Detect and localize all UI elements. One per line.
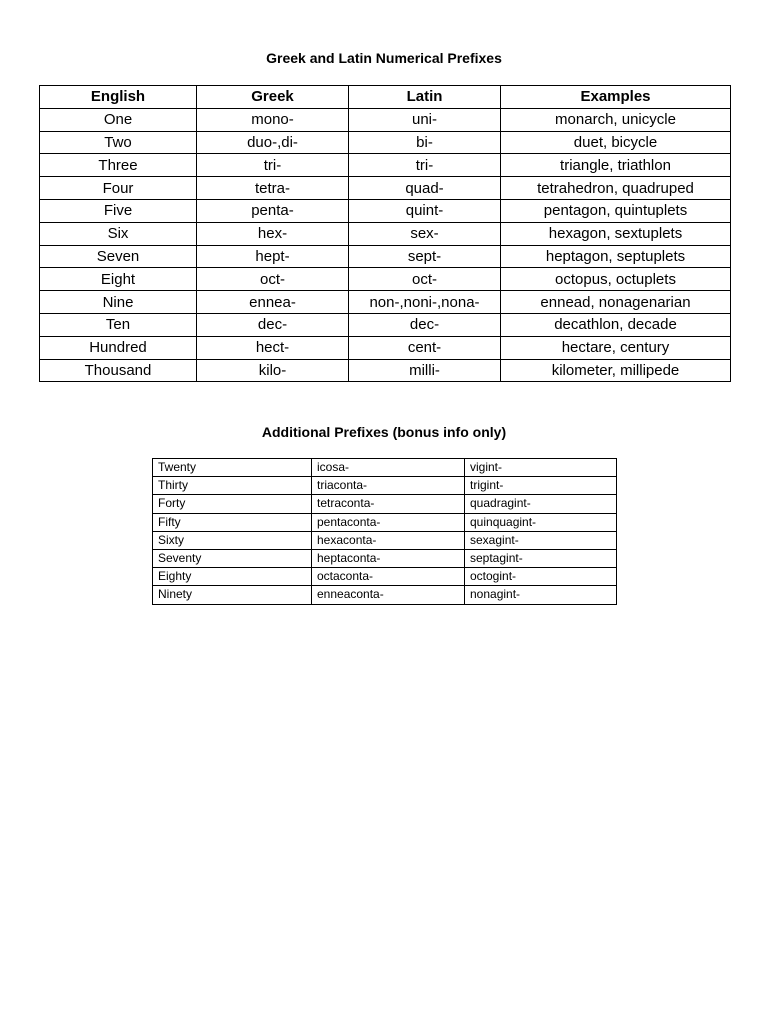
cell-latin: quad- <box>349 177 501 200</box>
table-row <box>40 313 731 336</box>
cell-number: Thirty <box>153 477 312 495</box>
cell-greek: dec- <box>197 313 349 336</box>
cell-latin: septagint- <box>465 549 617 567</box>
cell-latin: vigint- <box>465 459 617 477</box>
cell-latin: milli- <box>349 359 501 382</box>
cell-english: Two <box>40 131 197 154</box>
cell-greek: hexaconta- <box>312 531 465 549</box>
cell-english: Seven <box>40 245 197 268</box>
cell-greek: oct- <box>197 268 349 291</box>
additional-prefixes-table <box>152 458 617 605</box>
cell-number: Seventy <box>153 549 312 567</box>
cell-examples: monarch, unicycle <box>501 108 731 131</box>
table-row <box>40 131 731 154</box>
cell-english: Thousand <box>40 359 197 382</box>
cell-latin: dec- <box>349 313 501 336</box>
cell-greek: penta- <box>197 199 349 222</box>
cell-greek: hept- <box>197 245 349 268</box>
header-greek: Greek <box>197 86 349 109</box>
cell-greek: heptaconta- <box>312 549 465 567</box>
table-row <box>153 477 617 495</box>
cell-examples: pentagon, quintuplets <box>501 199 731 222</box>
cell-examples: hexagon, sextuplets <box>501 222 731 245</box>
table-row <box>153 495 617 513</box>
table-row <box>40 245 731 268</box>
cell-examples: decathlon, decade <box>501 313 731 336</box>
cell-greek: tri- <box>197 154 349 177</box>
cell-greek: hect- <box>197 336 349 359</box>
cell-english: Five <box>40 199 197 222</box>
table-row <box>153 531 617 549</box>
cell-latin: uni- <box>349 108 501 131</box>
table-row <box>40 291 731 314</box>
cell-number: Twenty <box>153 459 312 477</box>
numerical-prefixes-table <box>39 85 731 382</box>
cell-latin: quadragint- <box>465 495 617 513</box>
cell-number: Fifty <box>153 513 312 531</box>
cell-greek: enneaconta- <box>312 586 465 604</box>
table-row <box>40 222 731 245</box>
cell-english: Hundred <box>40 336 197 359</box>
cell-latin: oct- <box>349 268 501 291</box>
table-row <box>40 154 731 177</box>
header-latin: Latin <box>349 86 501 109</box>
cell-examples: octopus, octuplets <box>501 268 731 291</box>
cell-latin: bi- <box>349 131 501 154</box>
table-row <box>40 199 731 222</box>
cell-greek: mono- <box>197 108 349 131</box>
table-row <box>153 568 617 586</box>
cell-examples: hectare, century <box>501 336 731 359</box>
cell-english: Eight <box>40 268 197 291</box>
cell-number: Ninety <box>153 586 312 604</box>
cell-greek: ennea- <box>197 291 349 314</box>
table-row <box>40 359 731 382</box>
cell-english: Nine <box>40 291 197 314</box>
cell-greek: triaconta- <box>312 477 465 495</box>
cell-examples: triangle, triathlon <box>501 154 731 177</box>
cell-number: Sixty <box>153 531 312 549</box>
cell-latin: octogint- <box>465 568 617 586</box>
cell-latin: trigint- <box>465 477 617 495</box>
table-row <box>40 336 731 359</box>
cell-latin: quint- <box>349 199 501 222</box>
cell-latin: quinquagint- <box>465 513 617 531</box>
cell-english: Ten <box>40 313 197 336</box>
cell-latin: nonagint- <box>465 586 617 604</box>
cell-number: Forty <box>153 495 312 513</box>
table-row <box>40 177 731 200</box>
table-row <box>153 513 617 531</box>
cell-number: Eighty <box>153 568 312 586</box>
cell-latin: sept- <box>349 245 501 268</box>
table-header-row <box>40 86 731 109</box>
cell-examples: kilometer, millipede <box>501 359 731 382</box>
cell-latin: cent- <box>349 336 501 359</box>
cell-english: Four <box>40 177 197 200</box>
cell-examples: heptagon, septuplets <box>501 245 731 268</box>
cell-greek: tetra- <box>197 177 349 200</box>
cell-greek: icosa- <box>312 459 465 477</box>
table-row <box>40 108 731 131</box>
cell-latin: tri- <box>349 154 501 177</box>
table-row <box>153 459 617 477</box>
cell-greek: hex- <box>197 222 349 245</box>
cell-greek: kilo- <box>197 359 349 382</box>
cell-greek: pentaconta- <box>312 513 465 531</box>
page-title: Greek and Latin Numerical Prefixes <box>266 50 502 66</box>
cell-english: Six <box>40 222 197 245</box>
cell-greek: tetraconta- <box>312 495 465 513</box>
table-row <box>153 549 617 567</box>
cell-english: One <box>40 108 197 131</box>
header-examples: Examples <box>501 86 731 109</box>
cell-examples: ennead, nonagenarian <box>501 291 731 314</box>
section-title: Additional Prefixes (bonus info only) <box>261 424 507 440</box>
cell-greek: octaconta- <box>312 568 465 586</box>
table-row <box>153 586 617 604</box>
cell-latin: sexagint- <box>465 531 617 549</box>
cell-greek: duo-,di- <box>197 131 349 154</box>
table-row <box>40 268 731 291</box>
cell-latin: non-,noni-,nona- <box>349 291 501 314</box>
cell-examples: tetrahedron, quadruped <box>501 177 731 200</box>
cell-english: Three <box>40 154 197 177</box>
header-english: English <box>40 86 197 109</box>
cell-latin: sex- <box>349 222 501 245</box>
cell-examples: duet, bicycle <box>501 131 731 154</box>
